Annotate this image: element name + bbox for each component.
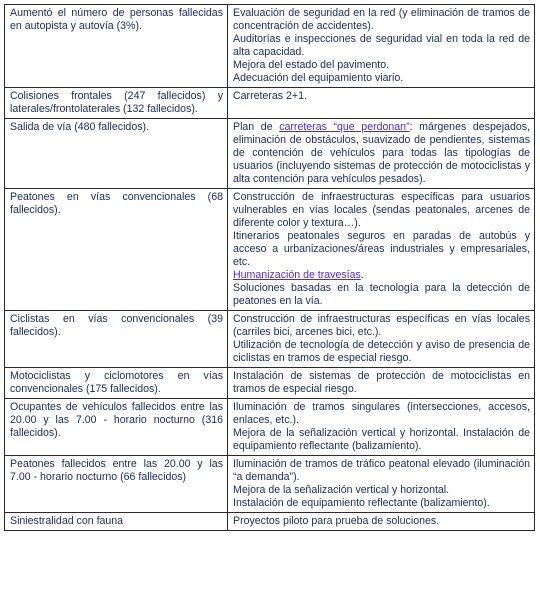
measure-item — [233, 313, 530, 339]
measure-item — [233, 230, 530, 269]
measure-text: Mejora de la señalización vertical y horizontal. Instalación de equipamiento reflectante (balizamiento). — [233, 427, 530, 452]
measure-link[interactable]: carreteras “que perdonan” — [279, 121, 410, 133]
issue-cell: Siniestralidad con fauna — [5, 513, 228, 531]
table-row — [5, 368, 535, 399]
measure-text: Mejora del estado del pavimento. — [233, 59, 390, 71]
table-row — [5, 456, 535, 513]
measure-text: Auditorías e inspecciones de seguridad vial en toda la red de alta capacidad. — [233, 33, 530, 58]
road-safety-measures-table — [4, 4, 535, 531]
measure-text: Adecuación del equipamiento viario. — [233, 72, 404, 84]
measure-item — [233, 427, 530, 453]
measure-text: Proyectos piloto para prueba de soluciones. — [233, 515, 440, 527]
table-row — [5, 311, 535, 368]
measure-text: Utilización de tecnología de detección y aviso de presencia de ciclistas en tramos de especial riesgo. — [233, 339, 530, 364]
table-row — [5, 399, 535, 456]
table-row — [5, 5, 535, 88]
issue-cell: Ciclistas en vías convencionales (39 fallecidos). — [5, 311, 228, 368]
table-row — [5, 88, 535, 119]
measure-text: : márgenes despejados, eliminación de obstáculos, suavizado de pendientes, sistemas de contención de vehículos para todas las tipologías de usuarios (incluyendo sistemas de protección de motociclistas y alta contención para vehículos pesados). — [233, 121, 531, 185]
issue-cell: Peatones en vías convencionales (68 fallecidos). — [5, 189, 228, 311]
measure-item — [233, 7, 530, 33]
measure-item — [233, 515, 530, 528]
table-row — [5, 513, 535, 531]
measure-item — [233, 497, 530, 510]
measure-item — [233, 121, 530, 186]
measure-text: Iluminación de tramos de tráfico peatonal elevado (iluminación “a demanda”). — [233, 458, 530, 483]
measures-cell — [228, 513, 535, 531]
measure-item — [233, 370, 530, 396]
measure-text: Itinerarios peatonales seguros en paradas de autobús y acceso a urbanizaciones/áreas industriales y empresariales, etc. — [233, 230, 530, 268]
measure-text: Construcción de infraestructuras específicas para usuarios vulnerables en vías locales (sendas peatonales, arcenes de diferente color y textura…). — [233, 191, 530, 229]
issue-cell: Aumentó el número de personas fallecidas en autopista y autovía (3%). — [5, 5, 228, 88]
measure-item — [233, 269, 530, 282]
measures-cell — [228, 5, 535, 88]
measure-item — [233, 191, 530, 230]
issue-cell: Ocupantes de vehículos fallecidos entre las 20.00 y las 7.00 - horario nocturno (316 fallecidos). — [5, 399, 228, 456]
measure-text: Iluminación de tramos singulares (intersecciones, accesos, enlaces, etc.). — [233, 401, 530, 426]
table-row — [5, 119, 535, 189]
measure-item — [233, 458, 530, 484]
issue-cell: Peatones fallecidos entre las 20.00 y las 7.00 - horario nocturno (66 fallecidos) — [5, 456, 228, 513]
measures-cell — [228, 399, 535, 456]
measures-cell — [228, 368, 535, 399]
issue-cell: Salida de vía (480 fallecidos). — [5, 119, 228, 189]
measures-cell — [228, 88, 535, 119]
measure-link[interactable]: Humanización de travesías — [233, 269, 361, 281]
measure-text: Carreteras 2+1. — [233, 90, 307, 102]
measure-text: Mejora de la señalización vertical y horizontal. — [233, 484, 450, 496]
measure-text: Instalación de sistemas de protección de motociclistas en tramos de especial riesgo. — [233, 370, 530, 395]
measure-item — [233, 339, 530, 365]
measures-cell — [228, 456, 535, 513]
measure-item — [233, 72, 530, 85]
measure-item — [233, 282, 530, 308]
measure-text: Soluciones basadas en la tecnología para la detección de peatones en la vía. — [233, 282, 530, 307]
measure-item — [233, 90, 530, 103]
measure-item — [233, 401, 530, 427]
table-body — [5, 5, 535, 531]
issue-cell: Colisiones frontales (247 fallecidos) y laterales/frontolaterales (132 fallecidos). — [5, 88, 228, 119]
table-row — [5, 189, 535, 311]
measure-text: Plan de — [233, 121, 280, 133]
measure-item — [233, 484, 530, 497]
measure-text: Evaluación de seguridad en la red (y eliminación de tramos de concentración de accidentes). — [233, 7, 530, 32]
measure-text: Instalación de equipamiento reflectante (balizamiento). — [233, 497, 490, 509]
measures-cell — [228, 189, 535, 311]
measures-cell — [228, 311, 535, 368]
measures-cell — [228, 119, 535, 189]
measure-text: . — [360, 269, 364, 281]
measure-item — [233, 59, 530, 72]
measures-document — [4, 4, 535, 531]
measure-text: Construcción de infraestructuras específicas en vías locales (carriles bici, arcenes bici, etc.). — [233, 313, 530, 338]
issue-cell: Motociclistas y ciclomotores en vías convencionales (175 fallecidos). — [5, 368, 228, 399]
measure-item — [233, 33, 530, 59]
